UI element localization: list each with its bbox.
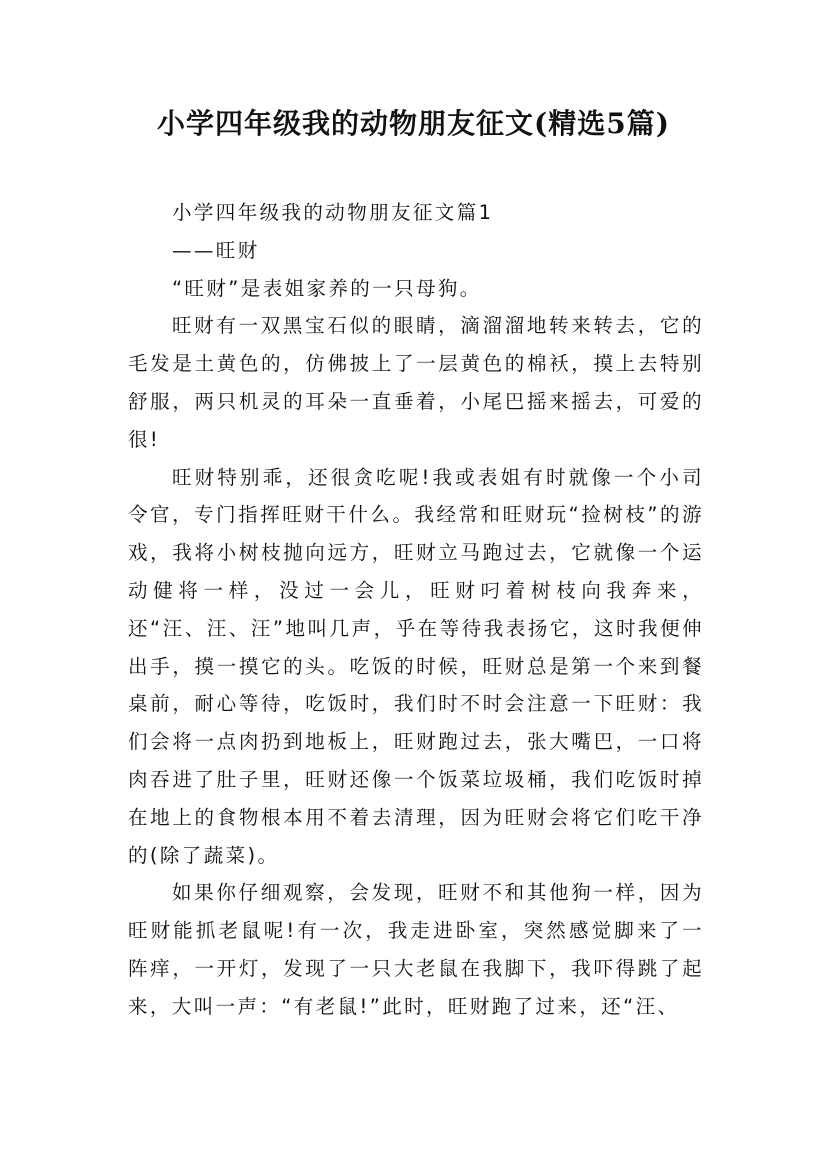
paragraph: “旺财”是表姐家养的一只母狗。 — [172, 276, 482, 300]
document-body — [128, 194, 704, 1026]
paragraph: 如果你仔细观察，会发现，旺财不和其他狗一样，因为旺财能抓老鼠呢!有一次，我走进卧室，突然感觉脚来了一阵痒，一开灯，发现了一只大老鼠在我脚下，我吓得跳了起来，大叫一声：“有老鼠!”此时，旺财跑了过来，还“汪、 — [128, 881, 704, 1018]
paragraph: 小学四年级我的动物朋友征文篇1 — [172, 201, 494, 224]
paragraph: ——旺财 — [172, 238, 260, 262]
paragraph: 旺财有一双黑宝石似的眼睛，滴溜溜地转来转去，它的毛发是土黄色的，仿佛披上了一层黄色的棉袄，摸上去特别舒服，两只机灵的耳朵一直垂着，小尾巴摇来摇去，可爱的很! — [128, 314, 704, 451]
document-title: 小学四年级我的动物朋友征文(精选5篇) — [157, 107, 670, 140]
paragraph: 旺财特别乖，还很贪吃呢!我或表姐有时就像一个小司令官，专门指挥旺财干什么。我经常和旺财玩“捡树枝”的游戏，我将小树枝抛向远方，旺财立马跑过去，它就像一个运动健将一样，没过一会儿，旺财叼着树枝向我奔来，还“汪、汪、汪”地叫几声，乎在等待我表扬它，这时我便伸出手，摸一摸它的头。吃饭的时候，旺财总是第一个来到餐桌前，耐心等待，吃饭时，我们时不时会注意一下旺财：我们会将一点肉扔到地板上，旺财跑过去，张大嘴巴，一口将肉吞进了肚子里，旺财还像一个饭菜垃圾桶，我们吃饭时掉在地上的食物根本用不着去清理，因为旺财会将它们吃干净的(除了蔬菜)。 — [128, 465, 704, 867]
